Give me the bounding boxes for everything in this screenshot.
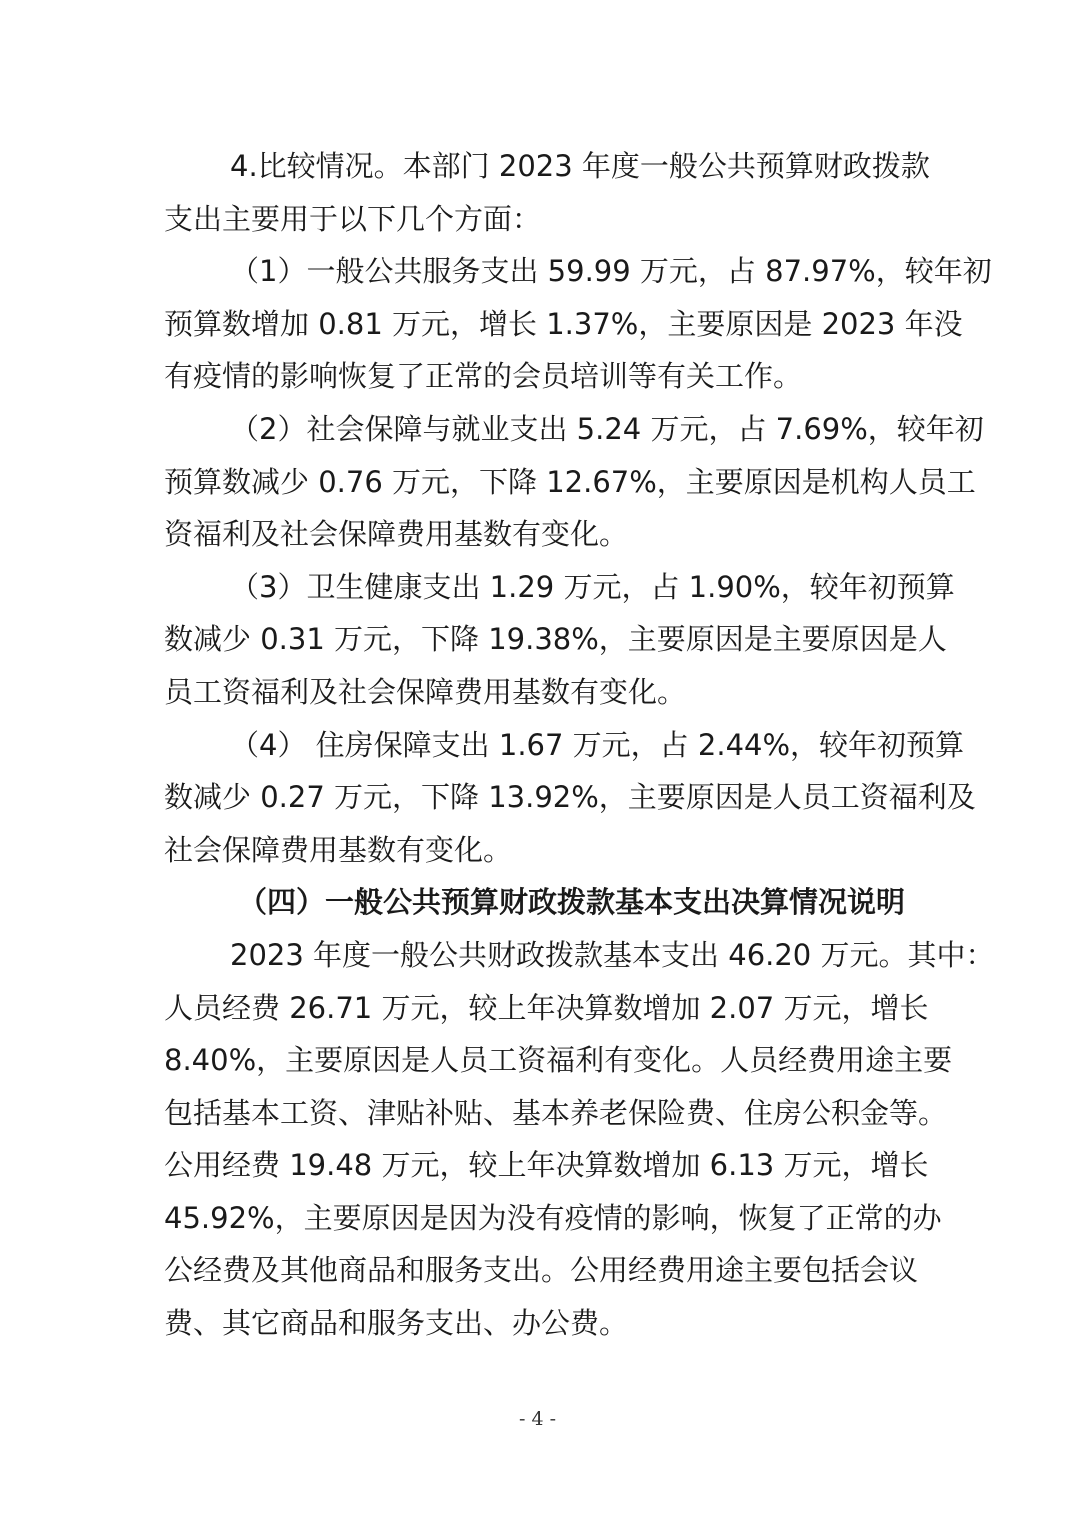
text-line: 2023 年度一般公共财政拨款基本支出 46.20 万元。其中： [230, 937, 995, 972]
text-line: 社会保障费用基数有变化。 [164, 832, 513, 867]
text-line: 45.92%，主要原因是因为没有疫情的影响，恢复了正常的办 [164, 1200, 942, 1235]
text-line: 有疫情的影响恢复了正常的会员培训等有关工作。 [164, 359, 803, 394]
text-line: 8.40%，主要原因是人员工资福利有变化。人员经费用途主要 [164, 1043, 953, 1078]
text-line: 公经费及其他商品和服务支出。公用经费用途主要包括会议 [164, 1253, 919, 1288]
text-line: 员工资福利及社会保障费用基数有变化。 [164, 674, 687, 709]
paragraph-item-2 [164, 403, 984, 561]
text-line: 人员经费 26.71 万元，较上年决算数增加 2.07 万元，增长 [164, 990, 929, 1025]
text-line: 预算数减少 0.76 万元，下降 12.67%，主要原因是机构人员工 [164, 464, 976, 499]
paragraph-item-3 [164, 561, 955, 719]
paragraph-item-1 [164, 245, 992, 403]
text-line: 预算数增加 0.81 万元，增长 1.37%，主要原因是 2023 年没 [164, 306, 963, 341]
text-line: 包括基本工资、津贴补贴、基本养老保险费、住房公积金等。 [164, 1095, 948, 1130]
text-line: （4） 住房保障支出 1.67 万元，占 2.44%，较年初预算 [230, 727, 965, 762]
text-line: 4.比较情况。本部门 2023 年度一般公共预算财政拨款 [230, 149, 930, 183]
text-line: 数减少 0.27 万元，下降 13.92%，主要原因是人员工资福利及 [164, 780, 976, 815]
text-line: （2）社会保障与就业支出 5.24 万元，占 7.69%，较年初 [230, 411, 984, 446]
text-line: 数减少 0.31 万元，下降 19.38%，主要原因是主要原因是人 [164, 622, 947, 657]
paragraph-basic-expenditure [164, 929, 995, 1350]
text-line: 支出主要用于以下几个方面： [164, 201, 542, 236]
section-heading: （四）一般公共预算财政拨款基本支出决算情况说明 [238, 885, 906, 920]
text-line: 费、其它商品和服务支出、办公费。 [164, 1306, 629, 1341]
document-body [164, 140, 995, 1350]
paragraph-item-4 [164, 719, 976, 877]
text-line: （3）卫生健康支出 1.29 万元，占 1.90%，较年初预算 [230, 569, 955, 604]
paragraph-comparison-intro [164, 140, 930, 245]
page-number: - 4 - [518, 1408, 556, 1430]
text-line: （1）一般公共服务支出 59.99 万元，占 87.97%，较年初 [230, 254, 992, 289]
text-line: 公用经费 19.48 万元，较上年决算数增加 6.13 万元，增长 [164, 1148, 929, 1183]
text-line: 资福利及社会保障费用基数有变化。 [164, 517, 629, 552]
